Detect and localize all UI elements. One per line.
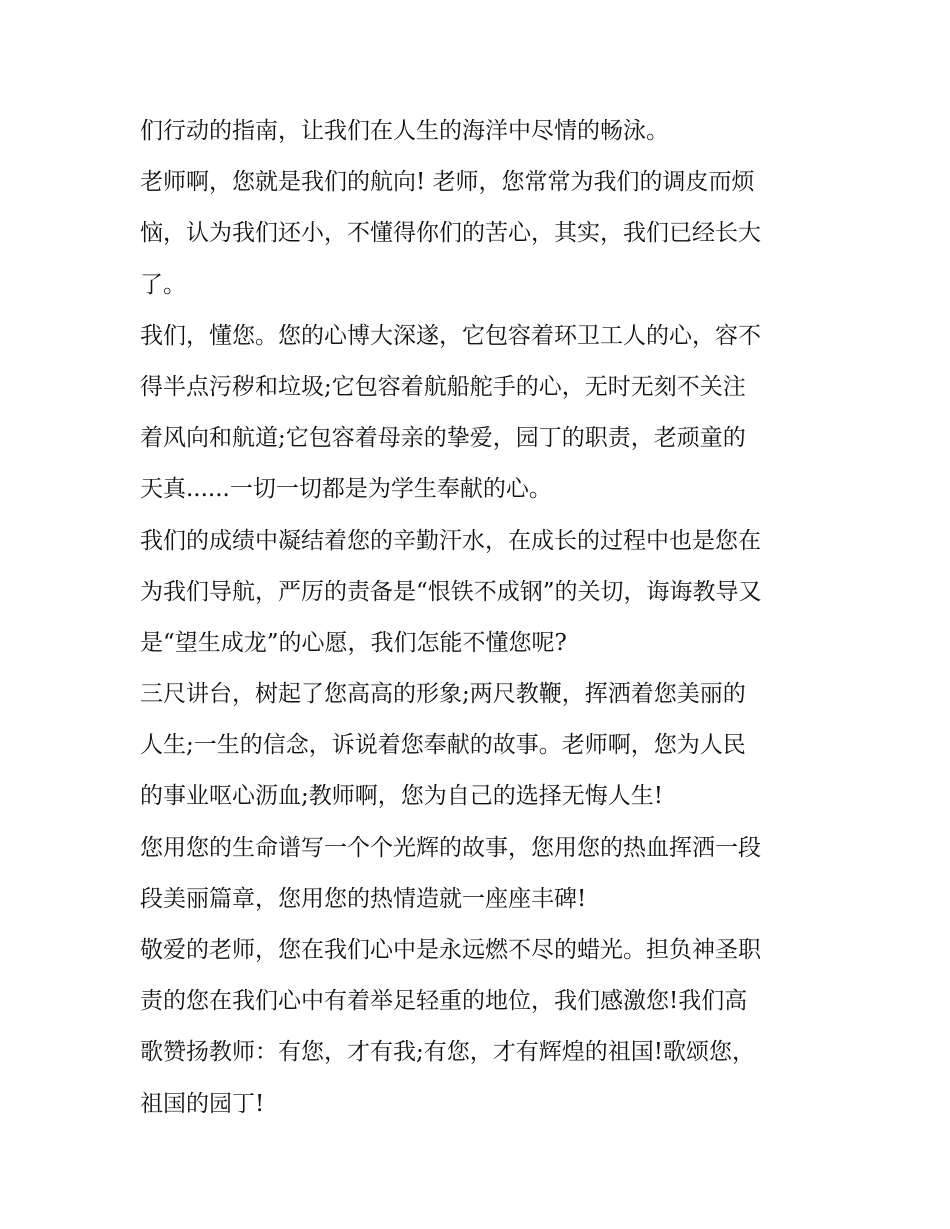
document-body <box>140 106 820 1130</box>
text-line: 我们，懂您。您的心博大深遂，它包容着环卫工人的心，容不 <box>140 322 761 349</box>
text-line: 歌赞扬教师：有您，才有我;有您，才有辉煌的祖国!歌颂您， <box>140 1039 755 1066</box>
text-line: 我们的成绩中凝结着您的辛勤汗水，在成长的过程中也是您在 <box>140 527 761 554</box>
text-line: 的事业呕心沥血;教师啊，您为自己的选择无悔人生! <box>140 783 663 810</box>
text-line: 着风向和航道;它包容着母亲的挚爱，园丁的职责，老顽童的 <box>140 425 746 452</box>
text-line: 段美丽篇章，您用您的热情造就一座座丰碑! <box>140 885 587 912</box>
text-line: 们行动的指南，让我们在人生的海洋中尽情的畅泳。 <box>140 118 669 144</box>
text-line: 为我们导航，严厉的责备是“恨铁不成钢”的关切，诲诲教导又 <box>140 578 762 605</box>
text-line: 恼，认为我们还小，不懂得你们的苦心，其实，我们已经长大 <box>140 220 761 247</box>
text-line: 责的您在我们心中有着举足轻重的地位，我们感激您!我们高 <box>140 988 748 1015</box>
text-line: 祖国的园丁! <box>140 1090 265 1117</box>
text-line: 了。 <box>140 271 186 298</box>
text-line: 您用您的生命谱写一个个光辉的故事，您用您的热血挥洒一段 <box>140 834 761 861</box>
text-line: 老师啊，您就是我们的航向! 老师，您常常为我们的调皮而烦 <box>140 169 755 196</box>
text-line: 天真......一切一切都是为学生奉献的心。 <box>140 476 552 503</box>
text-line: 人生;一生的信念，诉说着您奉献的故事。老师啊，您为人民 <box>140 732 746 759</box>
text-line: 得半点污秽和垃圾;它包容着航船舵手的心，无时无刻不关注 <box>140 373 746 400</box>
text-line: 三尺讲台，树起了您高高的形象;两尺教鞭，挥洒着您美丽的 <box>140 681 746 708</box>
text-line: 敬爱的老师，您在我们心中是永远燃不尽的蜡光。担负神圣职 <box>140 937 761 963</box>
text-line: 是“望生成龙”的心愿，我们怎能不懂您呢? <box>140 629 567 656</box>
